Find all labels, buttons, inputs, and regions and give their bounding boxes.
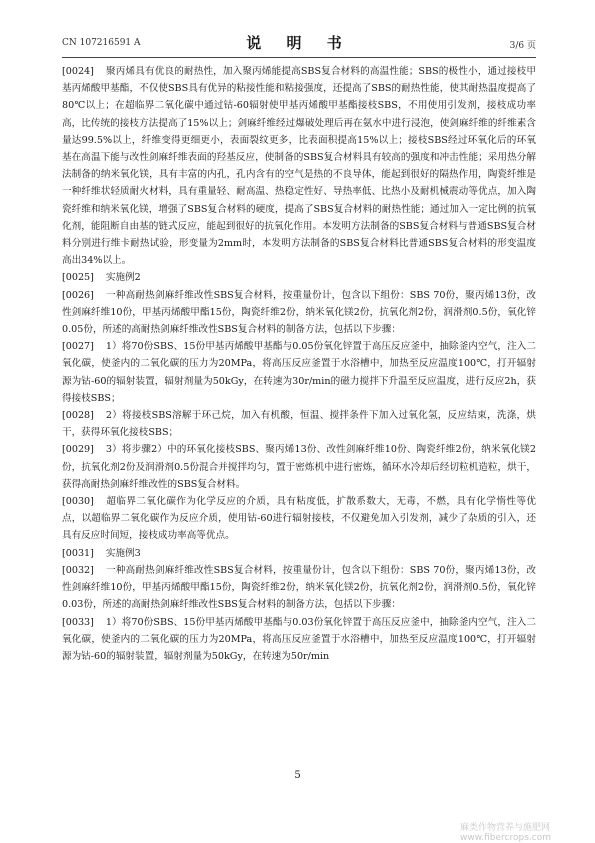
paragraph-text: 一种高耐热剑麻纤维改性SBS复合材料，按重量份计，包含以下组份：SBS 70份，聚丙烯13份，改性剑麻纤维10份，甲基丙烯酸甲酯15份，陶瓷纤维2份，纳米氧化镁2份，抗氧化剂2份，润滑剂0.5份，氧化锌0.05份，所述的高耐热剑麻纤维改性SBS复合材料的制备方法，包括以下步骤：	[62, 289, 536, 336]
page-header	[62, 32, 536, 54]
document-title: 说 明 书	[246, 34, 352, 52]
section-heading: 实施例3	[105, 547, 141, 559]
paragraph-text: 超临界二氧化碳作为化学反应的介质，具有粘度低，扩散系数大，无毒，不燃，具有化学惰性等优点，以超临界二氧化碳作为反应介质，使用钴-60进行辐射接枝，不仅避免加入引发剂，减少了杂质的引入，还具有反应时间短，接枝成功率高等优点。	[62, 496, 536, 542]
paragraph-0033	[62, 614, 536, 666]
paragraph-0024	[62, 63, 536, 269]
paragraph-text: 聚丙烯具有优良的耐热性，加入聚丙烯能提高SBS复合材料的高温性能；SBS的极性小，通过接枝甲基丙烯酸甲基酯，不仅使SBS具有优异的粘接性能和粘接强度，还提高了SBS的耐热性能，使其耐热温度提高了80℃以上；在超临界二氧化碳中通过钴-60辐射使甲基丙烯酸甲基酯接枝SBS，不用使用引发剂，接枝成功率高，比传统的接枝方法提高了15%以上；剑麻纤维经过爆破处理后再在氨水中进行浸泡，使剑麻纤维的纤维素含量达99.5%以上，纤维变得更细更小，表面裂纹更多，比表面积提高15%以上；接枝SBS经过环氧化后的环氧基在高温下能与改性剑麻纤维表面的羟基反应，使制备的SBS复合材料具有较高的强度和冲击性能；采用热分解法制备的纳米氧化镁，具有丰富的内孔，孔内含有的空气是热的不良导体，能起到很好的隔热作用，陶瓷纤维是一种纤维状轻质耐火材料，具有重量轻、耐高温、热稳定性好、导热率低、比热小及耐机械震动等优点，加入陶瓷纤维和纳米氧化镁，增强了SBS复合材料的硬度，提高了SBS复合材料的耐热性能；通过加入一定比例的抗氧化剂，能阻断自由基的链式反应，能起到很好的抗氧化作用。本发明方法制备的SBS复合材料与普通SBS复合材料分别进行维卡耐热试验，形变量为2mm时，本发明方法制备的SBS复合材料比普通SBS复合材料的形变温度高出34%以上。	[62, 66, 536, 267]
paragraph-number: [0026]	[62, 289, 94, 301]
paragraph-0026	[62, 287, 536, 339]
patent-number: CN 107216591 A	[62, 38, 141, 48]
paragraph-number: [0027]	[62, 341, 94, 353]
document-body	[62, 63, 536, 665]
paragraph-number: [0028]	[62, 410, 94, 422]
paragraph-text: 1）将70份SBS、15份甲基丙烯酸甲基酯与0.05份氧化锌置于高压反应釜中，抽除釜内空气，注入二氧化碳，使釜内的二氧化碳的压力为20MPa，将高压反应釜置于水浴槽中，加热至反应温度100℃，打开辐射源为钴-60的辐射装置，辐射剂量为50kGy，在转速为30r/min的磁力搅拌下升温至反应温度，进行反应2h，获得接枝SBS；	[62, 341, 536, 404]
paragraph-0027	[62, 338, 536, 407]
paragraph-text: 一种高耐热剑麻纤维改性SBS复合材料，按重量份计，包含以下组份：SBS 70份，聚丙烯13份，改性剑麻纤维10份，甲基丙烯酸甲酯15份，陶瓷纤维2份，纳米氧化镁2份，抗氧化剂2份，润滑剂0.5份，氧化锌0.03份，所述的高耐热剑麻纤维改性SBS复合材料的制备方法，包括以下步骤：	[62, 564, 536, 611]
paragraph-text: 2）将接枝SBS溶解于环己烷，加入有机酸，恒温、搅拌条件下加入过氧化氢，反应结束，洗涤，烘干，获得环氧化接枝SBS；	[62, 410, 536, 439]
paragraph-number: [0032]	[62, 564, 94, 576]
page-number: 5	[294, 770, 301, 781]
header-rule	[62, 57, 536, 58]
paragraph-0030	[62, 493, 536, 545]
paragraph-0031	[62, 545, 536, 562]
paragraph-0025	[62, 269, 536, 286]
website-watermark: 麻类作物营养与施肥网 www.fibercrops.com	[460, 823, 551, 843]
paragraph-number: [0031]	[62, 547, 94, 559]
paragraph-text: 3）将步骤2）中的环氧化接枝SBS、聚丙烯13份、改性剑麻纤维10份、陶瓷纤维2份，纳米氧化镁2份，抗氧化剂2份及润滑剂0.5份混合并搅拌均匀，置于密炼机中进行密炼，循环水冷却后经切粒机造粒，烘干，获得高耐热剑麻纤维改性的SBS复合材料。	[62, 444, 536, 490]
paragraph-0032	[62, 562, 536, 614]
paragraph-0029	[62, 441, 536, 493]
paragraph-number: [0033]	[62, 616, 94, 628]
paragraph-number: [0025]	[62, 272, 94, 284]
paragraph-number: [0030]	[62, 496, 94, 508]
section-heading: 实施例2	[105, 272, 141, 284]
paragraph-text: 1）将70份SBS、15份甲基丙烯酸甲基酯与0.03份氧化锌置于高压反应釜中，抽除釜内空气，注入二氧化碳，使釜内的二氧化碳的压力为20MPa，将高压反应釜置于水浴槽中，加热至反应温度100℃，打开辐射源为钴-60的辐射装置，辐射剂量为50kGy，在转速为50r/min	[62, 616, 536, 662]
paragraph-0028	[62, 407, 536, 441]
paragraph-number: [0029]	[62, 444, 94, 456]
paragraph-number: [0024]	[62, 66, 94, 77]
page-indicator: 3/6 页	[509, 41, 536, 51]
